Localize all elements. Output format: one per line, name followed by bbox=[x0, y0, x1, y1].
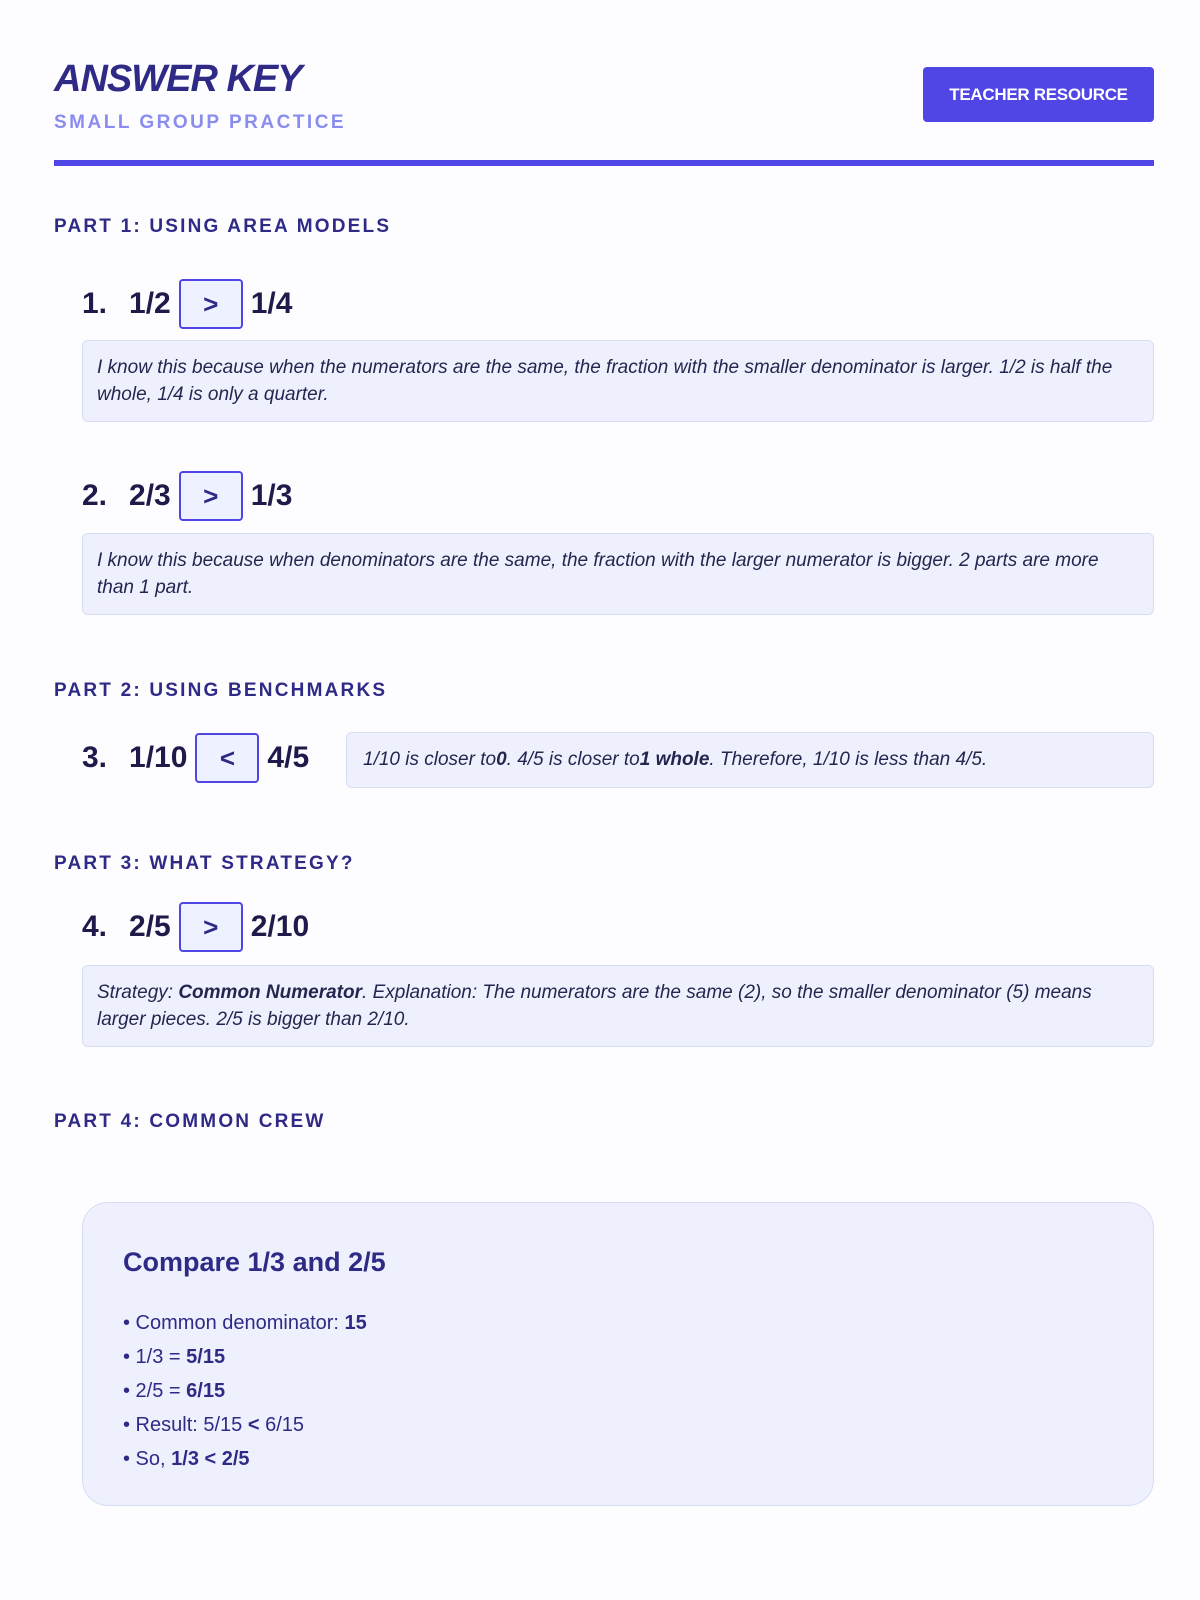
explanation-text: . Therefore, 1/10 is less than 4/5. bbox=[709, 749, 988, 770]
left-fraction: 1/2 bbox=[129, 287, 171, 320]
common-crew-card bbox=[82, 1202, 1154, 1506]
page-header bbox=[54, 58, 1154, 168]
item-value: 1/3 < 2/5 bbox=[171, 1448, 250, 1470]
steps-list bbox=[123, 1306, 1113, 1476]
right-fraction: 1/3 bbox=[250, 479, 293, 512]
explanation-text: . Explanation: The numerators are the same (2), so the smaller denominator (5) means larger pieces. 2/5 is bigger than 2/10. bbox=[97, 982, 1092, 1030]
comparison-operator: < bbox=[195, 733, 259, 783]
comparison-operator: > bbox=[179, 471, 243, 521]
item-text: 6/15 bbox=[259, 1414, 305, 1436]
problem-number: 2. bbox=[82, 479, 108, 512]
item-text: • Common denominator: bbox=[123, 1312, 345, 1334]
item-text: • 1/3 = bbox=[123, 1346, 187, 1368]
comparison-operator: > bbox=[179, 902, 243, 952]
part1-heading: PART 1: USING AREA MODELS bbox=[54, 216, 392, 237]
problem-number: 1. bbox=[82, 287, 108, 320]
explanation-2: I know this because when denominators are the same, the fraction with the larger numerator is bigger. 2 parts are more than 1 part. bbox=[82, 533, 1154, 615]
item-text: • Result: 5/15 bbox=[123, 1414, 248, 1436]
part3-heading: PART 3: WHAT STRATEGY? bbox=[54, 853, 355, 874]
list-item bbox=[123, 1442, 1113, 1476]
right-fraction: 4/5 bbox=[267, 741, 310, 774]
problem-4 bbox=[82, 901, 309, 953]
item-text: • So, bbox=[123, 1448, 172, 1470]
explanation-text: Strategy: bbox=[97, 982, 179, 1003]
list-item bbox=[123, 1374, 1113, 1408]
explanation-text: 1/10 is closer to bbox=[363, 749, 497, 770]
left-fraction: 1/10 bbox=[129, 741, 188, 774]
problem-1 bbox=[82, 278, 292, 330]
right-fraction: 1/4 bbox=[250, 287, 293, 320]
page-title: ANSWER KEY bbox=[54, 58, 302, 100]
explanation-emphasis: 1 whole bbox=[639, 749, 710, 770]
item-value: 15 bbox=[344, 1312, 367, 1334]
left-fraction: 2/3 bbox=[129, 479, 171, 512]
explanation-4 bbox=[82, 965, 1154, 1047]
left-fraction: 2/5 bbox=[129, 910, 171, 943]
list-item bbox=[123, 1408, 1113, 1442]
item-value: < bbox=[247, 1414, 260, 1436]
item-value: 5/15 bbox=[186, 1346, 226, 1368]
problem-2 bbox=[82, 470, 292, 522]
list-item bbox=[123, 1306, 1113, 1340]
card-title: Compare 1/3 and 2/5 bbox=[123, 1247, 386, 1277]
problem-3 bbox=[82, 732, 309, 784]
list-item bbox=[123, 1340, 1113, 1374]
item-text: • 2/5 = bbox=[123, 1380, 187, 1402]
part4-heading: PART 4: COMMON CREW bbox=[54, 1111, 326, 1132]
item-value: 6/15 bbox=[186, 1380, 226, 1402]
part2-heading: PART 2: USING BENCHMARKS bbox=[54, 680, 388, 701]
explanation-1: I know this because when the numerators are the same, the fraction with the smaller denominator is larger. 1/2 is half the whole, 1/4 is only a quarter. bbox=[82, 340, 1154, 422]
strategy-name: Common Numerator bbox=[178, 982, 363, 1003]
problem-number: 4. bbox=[82, 910, 108, 943]
problem-number: 3. bbox=[82, 741, 108, 774]
header-divider bbox=[54, 160, 1154, 166]
teacher-resource-badge: TEACHER RESOURCE bbox=[923, 67, 1154, 122]
right-fraction: 2/10 bbox=[250, 910, 310, 943]
explanation-emphasis: 0 bbox=[496, 749, 507, 770]
explanation-3 bbox=[346, 732, 1154, 788]
explanation-text: . 4/5 is closer to bbox=[506, 749, 640, 770]
comparison-operator: > bbox=[179, 279, 243, 329]
page-subtitle: SMALL GROUP PRACTICE bbox=[54, 112, 347, 133]
